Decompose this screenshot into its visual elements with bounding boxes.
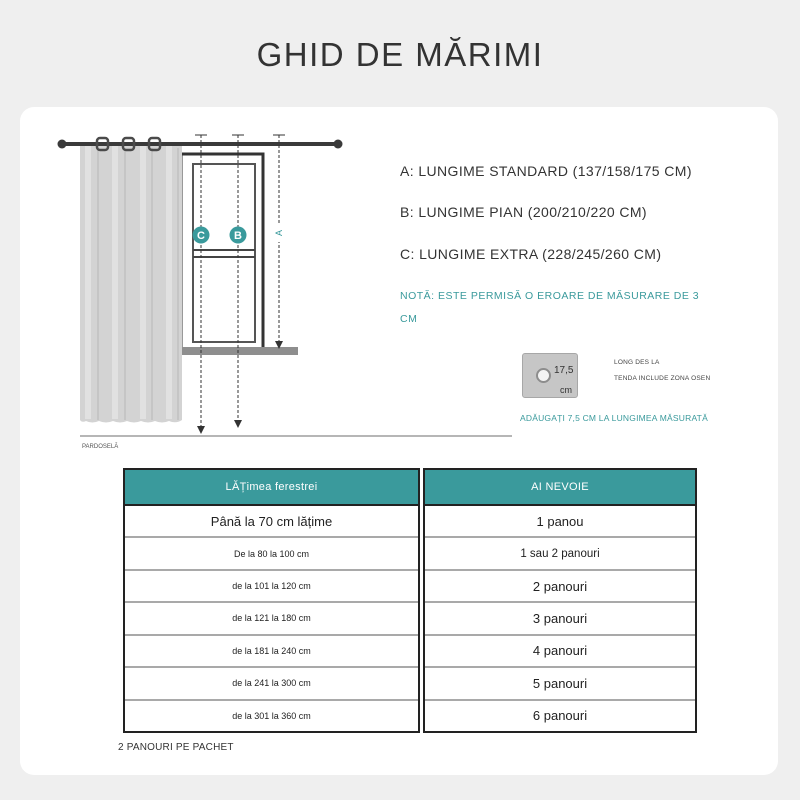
width-cell: De la 80 la 100 cm (233, 548, 310, 559)
table-column-panels-needed (423, 468, 697, 733)
curtain-panel (80, 143, 182, 423)
floor-label: PARDOSELĂ (82, 444, 119, 450)
marker-c-label: C (197, 230, 205, 242)
table-row (425, 506, 695, 536)
length-standard: A: LUNGIME STANDARD (137/158/175 CM) (400, 163, 692, 179)
marker-b-label: B (234, 230, 242, 242)
length-extra: C: LUNGIME EXTRA (228/245/260 CM) (400, 246, 662, 262)
width-cell: de la 121 la 180 cm (232, 613, 311, 624)
table-header-need (425, 470, 695, 506)
table-row (425, 601, 695, 633)
measurement-note-line1: NOTĂ: ESTE PERMISĂ O EROARE DE MĂSURARE DE 3 (400, 290, 700, 302)
table-row (425, 536, 695, 568)
grommet-unit: cm (560, 385, 572, 395)
table-column-window-width (123, 468, 420, 733)
table-row (425, 569, 695, 601)
need-cell: 3 panouri (532, 610, 588, 626)
marker-c (193, 227, 210, 244)
width-cell: de la 101 la 120 cm (232, 581, 311, 592)
table-header-width-label: LĂȚimea ferestrei (225, 481, 318, 493)
window (181, 154, 263, 350)
grommet-value: 17,5 (554, 365, 574, 376)
table-header-width (125, 470, 418, 506)
length-piano: B: LUNGIME PIAN (200/210/220 CM) (400, 204, 647, 220)
width-cell: de la 241 la 300 cm (232, 678, 311, 689)
marker-a-label: A (274, 229, 284, 237)
need-cell: 5 panouri (532, 675, 588, 691)
grommet-icon (522, 353, 578, 398)
need-cell: 1 panou (536, 513, 584, 529)
width-cell: de la 301 la 360 cm (232, 710, 311, 721)
grommet-caption-line1: LONG DES LA (614, 359, 660, 366)
table-row (425, 634, 695, 666)
table-header-need-label: AI NEVOIE (531, 481, 589, 493)
need-cell: 2 panouri (532, 578, 588, 594)
page-title: GHID DE MĂRIMI (256, 36, 544, 73)
table-row (125, 699, 418, 731)
measurement-note-line2: CM (400, 313, 418, 325)
marker-a (273, 225, 285, 242)
table-row (125, 601, 418, 633)
grommet-caption-line2: TENDA INCLUDE ZONA OSEN (614, 375, 711, 382)
width-cell: Până la 70 cm lățime (210, 513, 333, 529)
table-row (125, 506, 418, 536)
need-cell: 1 sau 2 panouri (520, 547, 600, 560)
table-row (125, 569, 418, 601)
grommet-add-note: ADĂUGAȚI 7,5 CM LA LUNGIMEA MĂSURATĂ (520, 413, 708, 423)
width-cell: de la 181 la 240 cm (232, 645, 311, 656)
table-row (125, 634, 418, 666)
table-row (425, 666, 695, 698)
table-row (425, 699, 695, 731)
grommet-ring (536, 368, 551, 383)
package-note: 2 PANOURI PE PACHET (118, 742, 234, 753)
need-cell: 4 panouri (532, 643, 588, 659)
table-row (125, 536, 418, 568)
marker-b (230, 227, 247, 244)
need-cell: 6 panouri (532, 708, 588, 724)
table-row (125, 666, 418, 698)
